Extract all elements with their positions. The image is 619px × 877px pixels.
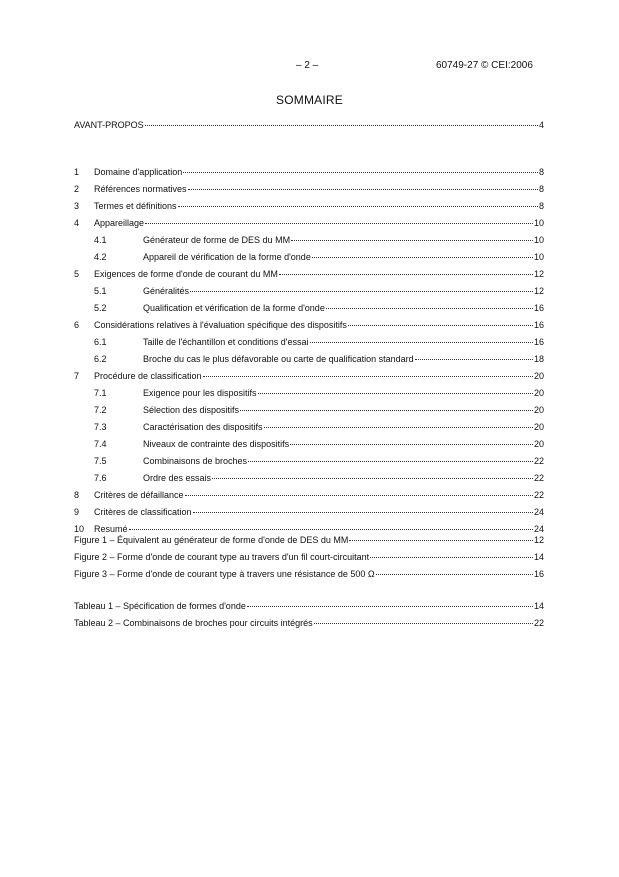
toc-entry[interactable] [74,336,544,348]
toc-entry-text: Considérations relatives à l'évaluation spécifique des dispositifs [94,320,347,330]
toc-entry[interactable] [74,421,544,433]
toc-entry-text: Appareillage [94,218,145,228]
toc-entry-page: 12 [533,269,544,279]
toc-entry-number: 7.5 [94,456,107,466]
toc-entry-page: 4 [538,120,544,130]
toc-entry-page: 24 [533,507,544,517]
toc-entry-text: Sélection des dispositifs [143,405,240,415]
dot-leader [240,410,533,411]
toc-entry-page: 20 [533,405,544,415]
toc-entry-page: 20 [533,422,544,432]
dot-leader [415,359,533,360]
toc-entry-number: 7.2 [94,405,107,415]
toc-entry[interactable] [74,251,544,263]
toc-entry-page: 16 [533,303,544,313]
toc-entry-page: 8 [538,167,544,177]
toc-entry-text: AVANT-PROPOS [74,120,144,130]
toc-entry-page: 12 [533,286,544,296]
toc-entry-text: Critères de défaillance [94,490,184,500]
toc-entry-number: 7.1 [94,388,107,398]
page-number: – 2 – [296,60,319,71]
toc-entry[interactable] [74,166,544,178]
toc-entry-number: 1 [74,167,80,177]
toc-entry-number: 6.2 [94,354,107,364]
figure-entry-text: Figure 1 – Équivalent au générateur de forme d'onde de DES du MM [74,535,349,545]
table-entry[interactable] [74,600,544,612]
toc-entry[interactable] [74,285,544,297]
toc-entry-text: Critères de classification [94,507,192,517]
table-entry[interactable] [74,617,544,629]
toc-entry-number: 5.2 [94,303,107,313]
figure-entry[interactable] [74,534,544,546]
dot-leader [203,376,533,377]
dot-leader [290,444,533,445]
page-title: SOMMAIRE [276,93,343,107]
toc-entry-text: Taille de l'échantillon et conditions d'essai [143,337,309,347]
toc-entry-text: Généralités [143,286,190,296]
toc-entry[interactable] [74,268,544,280]
dot-leader [349,540,533,541]
toc-entry-text: Niveaux de contrainte des dispositifs [143,439,290,449]
toc-entry-page: 18 [533,354,544,364]
figure-entry-page: 16 [533,569,544,579]
toc-entry-page: 22 [533,473,544,483]
toc-entry-text: Broche du cas le plus défavorable ou carte de qualification standard [143,354,414,364]
toc-entry[interactable] [74,319,544,331]
toc-entry-number: 6 [74,320,80,330]
toc-entry-page: 20 [533,388,544,398]
dot-leader [314,623,533,624]
toc-entry-number: 9 [74,507,80,517]
dot-leader [370,557,533,558]
dot-leader [145,125,538,126]
toc-entry-page: 20 [533,371,544,381]
toc-entry[interactable] [74,438,544,450]
dot-leader [129,529,533,530]
toc-entry-number: 8 [74,490,80,500]
toc-entry[interactable] [74,200,544,212]
toc-entry-number: 7.3 [94,422,107,432]
dot-leader [185,495,533,496]
dot-leader [247,606,533,607]
toc-entry[interactable] [74,370,544,382]
toc-entry-page: 10 [533,218,544,228]
toc-entry[interactable] [74,183,544,195]
toc-entry[interactable] [74,455,544,467]
toc-entry-page: 24 [533,524,544,534]
figure-entry[interactable] [74,568,544,580]
dot-leader [326,308,533,309]
figure-entry-page: 12 [533,535,544,545]
figure-entry-text: Figure 2 – Forme d'onde de courant type au travers d'un fil court-circuitant [74,552,370,562]
figure-entry-text: Figure 3 – Forme d'onde de courant type à travers une résistance de 500 Ω [74,569,375,579]
toc-entry-number: 4 [74,218,80,228]
toc-entry[interactable] [74,302,544,314]
table-entry-page: 22 [533,618,544,628]
toc-entry-page: 10 [533,252,544,262]
dot-leader [212,478,533,479]
toc-entry-text: Générateur de forme de DES du MM [143,235,291,245]
toc-entry[interactable] [74,234,544,246]
dot-leader [145,223,533,224]
toc-entry-page: 8 [538,184,544,194]
table-entry-page: 14 [533,601,544,611]
toc-entry-text: Combinaisons de broches [143,456,248,466]
dot-leader [264,427,533,428]
toc-entry-text: Procédure de classification [94,371,202,381]
document-reference: 60749-27 © CEI:2006 [436,60,533,71]
toc-entry-number: 10 [74,524,85,534]
figure-entry-page: 14 [533,552,544,562]
dot-leader [310,342,533,343]
toc-entry-text: Qualification et vérification de la forme d'onde [143,303,325,313]
toc-entry[interactable] [74,489,544,501]
toc-entry-avant-propos[interactable] [74,119,544,131]
toc-entry-page: 22 [533,490,544,500]
toc-entry-number: 4.2 [94,252,107,262]
dot-leader [258,393,533,394]
figure-entry[interactable] [74,551,544,563]
dot-leader [190,291,533,292]
dot-leader [279,274,533,275]
toc-entry-page: 8 [538,201,544,211]
toc-entry-number: 7.4 [94,439,107,449]
toc-entry-page: 22 [533,456,544,466]
toc-entry-number: 4.1 [94,235,107,245]
toc-entry-text: Exigence pour les dispositifs [143,388,257,398]
toc-entry[interactable] [74,506,544,518]
toc-entry-number: 2 [74,184,80,194]
toc-entry-number: 3 [74,201,80,211]
toc-entry-text: Caractérisation des dispositifs [143,422,263,432]
toc-entry[interactable] [74,217,544,229]
dot-leader [178,206,538,207]
dot-leader [376,574,533,575]
dot-leader [188,189,538,190]
toc-entry-page: 16 [533,337,544,347]
toc-entry[interactable] [74,472,544,484]
toc-entry-text: Appareil de vérification de la forme d'onde [143,252,311,262]
dot-leader [248,461,533,462]
toc-entry-text: Exigences de forme d'onde de courant du MM [94,269,278,279]
table-entry-text: Tableau 2 – Combinaisons de broches pour circuits intégrés [74,618,313,628]
toc-entry-page: 20 [533,439,544,449]
toc-entry[interactable] [74,353,544,365]
dot-leader [291,240,533,241]
toc-entry-number: 5.1 [94,286,107,296]
dot-leader [183,172,538,173]
toc-entry[interactable] [74,387,544,399]
table-entry-text: Tableau 1 – Spécification de formes d'onde [74,601,246,611]
toc-entry-text: Resumé [94,524,128,534]
toc-entry-text: Domaine d'application [94,167,183,177]
toc-entry-number: 7 [74,371,80,381]
toc-entry-number: 7.6 [94,473,107,483]
dot-leader [312,257,533,258]
toc-entry-text: Ordre des essais [143,473,212,483]
toc-entry-text: Termes et définitions [94,201,177,211]
toc-entry-number: 6.1 [94,337,107,347]
dot-leader [193,512,533,513]
toc-entry-page: 16 [533,320,544,330]
toc-entry-number: 5 [74,269,80,279]
toc-entry[interactable] [74,404,544,416]
toc-entry-page: 10 [533,235,544,245]
toc-entry-text: Références normatives [94,184,187,194]
dot-leader [348,325,533,326]
